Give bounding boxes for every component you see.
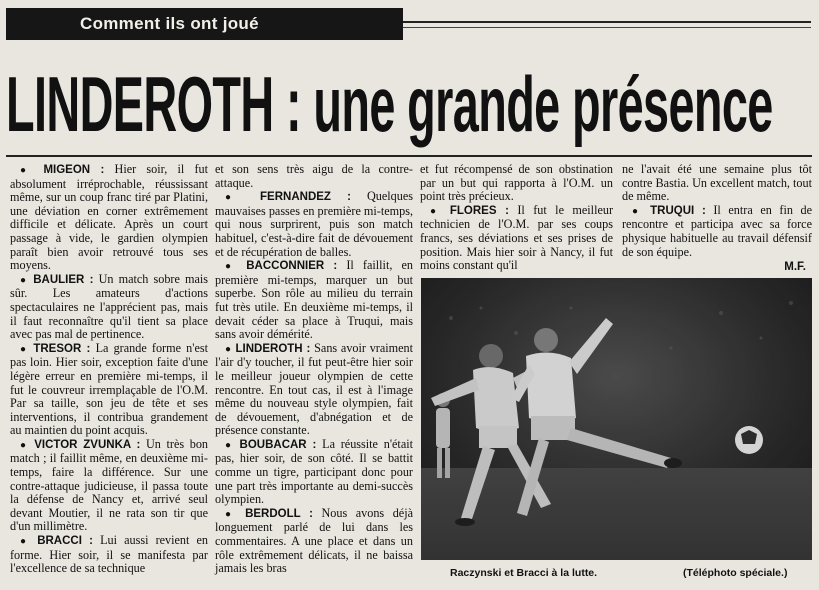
player-text: Nous avons déjà longuement parlé de lui dans les commentaires. A une place et dans un rôle extrêmement délicats, il ne baissa jamais les bras bbox=[215, 505, 414, 576]
player-paragraph bbox=[215, 259, 413, 342]
player-name: BAULIER : bbox=[33, 273, 94, 286]
continued-text: ne l'avait été une semaine plus tôt contre Bastia. Un excellent match, tout de même. bbox=[622, 162, 812, 204]
player-text: La réussite n'était pas, hier soir, de son côté. Il se battit comme un tigre, participant donc pour une part très importante au demi-succès olympien. bbox=[215, 436, 414, 507]
player-name: TRUQUI : bbox=[650, 204, 706, 217]
player-paragraph bbox=[10, 273, 208, 342]
text-column-2 bbox=[215, 163, 413, 576]
match-photo bbox=[421, 278, 812, 560]
bullet-icon: ● bbox=[430, 205, 442, 217]
player-name: LINDEROTH : bbox=[235, 342, 311, 355]
player-name: FLORES : bbox=[449, 204, 509, 217]
player-text: Sans avoir vraiment l'air d'y toucher, il fut peut-être hier soir le meilleur joueur olympien de cette rencontre. En tout cas, il est à l'image même du nouveau style olympien, fait de dévouement, d'abnégation et de présence constante. bbox=[215, 340, 414, 438]
player-paragraph bbox=[10, 342, 208, 438]
bullet-icon: ● bbox=[20, 274, 29, 286]
player-text: Il faillit, en première mi-temps, marquer un but superbe. Son rôle au milieu du terrain fut très utile. En deuxième mi-temps, il devait céder sa place à Truqui, mais sans avoir démérité. bbox=[215, 258, 413, 342]
bullet-icon: ● bbox=[225, 261, 238, 273]
player-paragraph bbox=[10, 163, 208, 273]
photo-illustration bbox=[421, 278, 812, 560]
continued-text: et son sens très aigu de la contre-attaque. bbox=[215, 162, 413, 190]
rubric-rule bbox=[403, 21, 811, 23]
player-text: Hier soir, il fut absolument irréprochable, réussissant même, sur un coup franc tiré par Platini, une déviation en corner extrêmement difficile et délicate. Après un court passage à vide, le gardien olympien paraît bien avoir retrouvé tous ses moyens. bbox=[10, 162, 209, 273]
player-paragraph bbox=[10, 534, 208, 576]
bullet-icon: ● bbox=[20, 439, 29, 451]
player-name: MIGEON : bbox=[43, 164, 105, 176]
bullet-icon: ● bbox=[20, 536, 31, 548]
player-paragraph bbox=[215, 190, 413, 259]
player-paragraph bbox=[215, 507, 413, 576]
player-text: Un très bon match ; il faillit même, en deuxième mi-temps, faire la différence. Sur une contre-attaque judicieuse, il passa toute la défense de Nancy et, arrivé seul devant Moutier, il ne rata son tir que d'un millimètre. bbox=[10, 436, 209, 534]
continued-text: et fut récompensé de son obstination par un but qui rapporta à l'O.M. un point très précieux. bbox=[420, 162, 613, 204]
player-name: BERDOLL : bbox=[245, 507, 313, 520]
player-text: Lui aussi revient en forme. Hier soir, il se manifesta par l'excellence de sa technique bbox=[10, 533, 208, 576]
player-paragraph bbox=[215, 438, 413, 507]
author-signature: M.F. bbox=[784, 261, 806, 274]
bullet-icon: ● bbox=[20, 343, 29, 355]
bullet-icon: ● bbox=[225, 192, 245, 204]
player-text: Quelques mauvaises passes en première mi-temps, qui nous surprirent, puis son match habituel, c'est-à-dire fait de dévouement et de récupération de balles. bbox=[215, 189, 413, 259]
bullet-icon: ● bbox=[632, 205, 643, 217]
player-paragraph bbox=[215, 342, 413, 438]
player-text: Un match sobre mais sûr. Les amateurs d'actions spectaculaires ne l'apprécient pas, mais il faut reconnaître qu'il tient sa place avec pas mal de pertinence. bbox=[10, 271, 209, 342]
player-paragraph bbox=[10, 438, 208, 534]
player-name: BOUBACAR : bbox=[239, 438, 317, 451]
section-rubric: Comment ils ont joué bbox=[6, 8, 403, 40]
player-paragraph bbox=[420, 204, 613, 273]
bullet-icon: ● bbox=[225, 439, 234, 451]
article-headline bbox=[6, 58, 812, 150]
player-text: Il entra en fin de rencontre et participa avec sa force physique habituelle au travail défensif de son équipe. bbox=[622, 202, 813, 259]
bullet-icon: ● bbox=[225, 508, 237, 520]
bullet-icon: ● bbox=[20, 165, 34, 176]
headline-rule bbox=[6, 155, 812, 157]
text-column-1 bbox=[10, 163, 208, 576]
bullet-icon: ● bbox=[225, 343, 232, 355]
rubric-rule-secondary bbox=[403, 27, 811, 28]
photo-credit: (Téléphoto spéciale.) bbox=[683, 567, 788, 579]
player-name: FERNANDEZ : bbox=[260, 191, 351, 204]
player-name: BACCONNIER : bbox=[246, 260, 338, 273]
text-column-4 bbox=[622, 163, 812, 275]
headline-text: LINDEROTH : une grande présence bbox=[6, 60, 773, 148]
player-text: La grande forme n'est pas loin. Hier soir, exception faite d'une légère erreur en première mi-temps, il fut le couvreur irremplaçable de l'O.M. Par sa taille, son jeu de tête et ses interventions, il contribua grandement au maintien du point acquis. bbox=[10, 340, 208, 438]
player-text: Il fut le meilleur technicien de l'O.M. par ses coups francs, ses déviations et ses prises de position. Mais hier soir à Nancy, il fut moins constant qu'il bbox=[420, 202, 614, 273]
player-name: BRACCI : bbox=[37, 535, 93, 548]
player-name: VICTOR ZVUNKA : bbox=[34, 438, 141, 451]
photo-caption: Raczynski et Bracci à la lutte. bbox=[450, 567, 598, 579]
player-name: TRESOR : bbox=[33, 342, 91, 355]
player-paragraph bbox=[622, 204, 812, 259]
text-column-3 bbox=[420, 163, 613, 273]
